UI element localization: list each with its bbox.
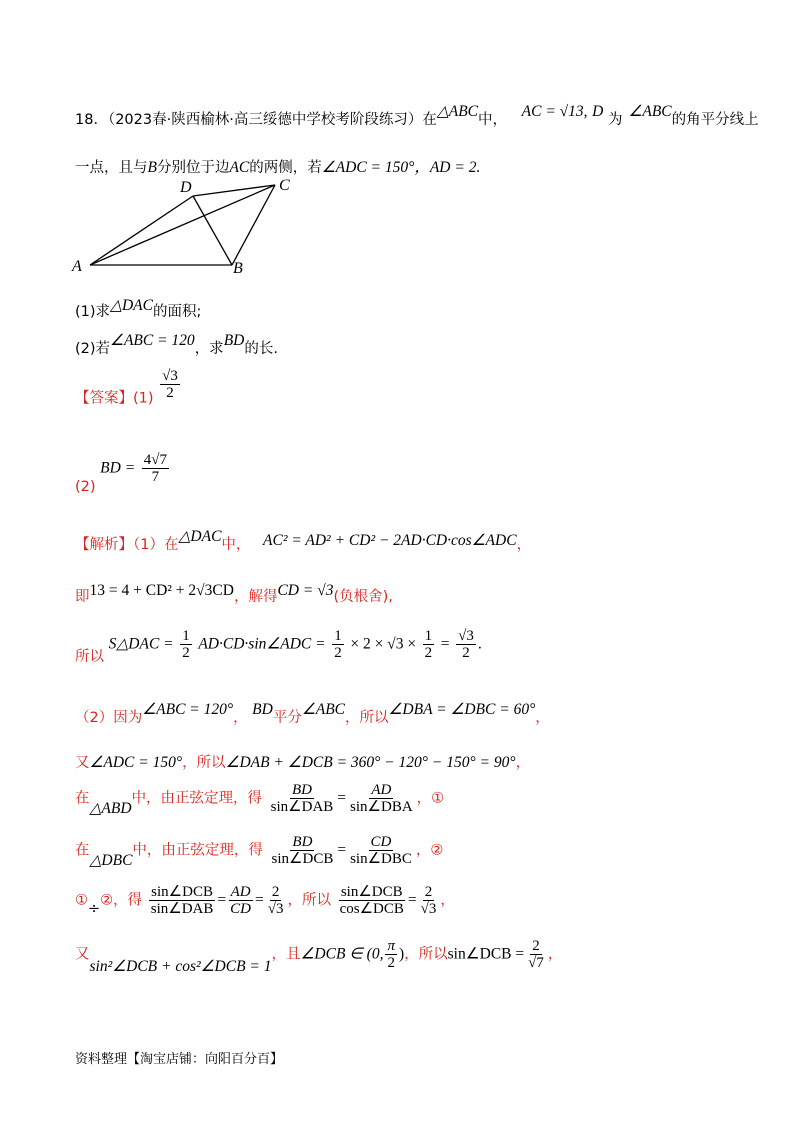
segment-bc xyxy=(232,185,275,265)
quadratic: 13 = 4 + CD² + 2√3CD xyxy=(89,582,234,599)
text: 的面积; xyxy=(152,304,202,320)
text: ， xyxy=(516,537,532,553)
angle-adc-equation: ∠ADC = 150°， xyxy=(321,159,430,176)
angle-sum: ∠DAB + ∠DCB = 360° − 120° − 150° = 90° xyxy=(225,754,516,771)
denominator: sin∠DBC xyxy=(350,851,412,867)
numerator: AD xyxy=(371,782,392,798)
text: 所以 xyxy=(75,648,104,665)
text: 一点，且与 xyxy=(75,160,148,176)
text: (2) xyxy=(75,478,96,495)
problem-line-1 xyxy=(75,103,759,129)
sine-law-1-left xyxy=(269,782,336,815)
numerator: 1 xyxy=(334,628,342,644)
sine-law-2-right xyxy=(348,834,414,867)
denominator: sin∠DAB xyxy=(270,799,334,815)
solution-line-8: ①÷②，得 $\frac{\text{sin∠DCB}}{\text{sin∠DAB}}$ = $\frac{AD}{CD}$ = $\frac{2}{√3}$ ，所以 $\frac{\text{sin∠DCB}}{\text{cos∠DCB}}$ = $\frac{2}{√3}$ ， xyxy=(75,884,455,917)
angle-abc: ∠ABC xyxy=(628,103,672,120)
answer-1-fraction xyxy=(160,368,180,401)
area-expr-2: × 2 × √3 × xyxy=(350,635,417,653)
denominator: cos∠DCB xyxy=(339,901,404,917)
denominator: 2 xyxy=(334,645,342,661)
text: ，所以 xyxy=(287,892,331,909)
denominator: √3 xyxy=(267,901,284,917)
solution-line-5 xyxy=(75,751,530,772)
text: 在 xyxy=(75,790,90,807)
text: 的长. xyxy=(244,341,278,357)
triangle-dac: △DAC xyxy=(110,297,153,314)
text: 分别位于边 xyxy=(156,160,230,176)
answer-tag: 【答案】 xyxy=(75,390,133,407)
text: (1) xyxy=(133,390,154,407)
ratio-3 xyxy=(266,884,286,917)
text: ， xyxy=(233,710,248,726)
text: ， xyxy=(535,710,550,726)
pi-over-2 xyxy=(385,938,397,971)
solution-line-6: 在△ABD中，由正弦定理，得 $\frac{BD}{\text{sin∠DAB}}$ = $\frac{AD}{\text{sin∠DBA}}$ ，① xyxy=(75,782,445,817)
text: ，解得 xyxy=(233,589,278,605)
triangle-abc: △ABC xyxy=(436,103,479,120)
period: . xyxy=(477,635,482,653)
numerator: 2 xyxy=(424,884,433,900)
problem-number: 18． xyxy=(75,112,108,128)
denominator: sin∠DBA xyxy=(350,799,413,815)
numerator: sin∠DCB xyxy=(340,884,403,900)
text: (1)求 xyxy=(75,304,111,320)
ac-equation: AC = √13, xyxy=(521,103,588,120)
segment-ac xyxy=(90,185,275,265)
area-symbol: S△DAC = xyxy=(108,635,174,653)
triangle-dac: △DAC xyxy=(178,528,222,545)
angle-adc-150: ∠ADC = 150° xyxy=(89,754,183,771)
answer-part-2 xyxy=(75,452,171,495)
text: ②，得 xyxy=(100,892,143,909)
denominator: sin∠DCB xyxy=(271,851,334,867)
footer-text: 资料整理【淘宝店铺：向阳百分百】 xyxy=(75,1052,284,1067)
side-ac: AC xyxy=(229,159,250,176)
point-d: D xyxy=(592,103,604,120)
label-a: A xyxy=(72,258,82,275)
ad-equation: AD = 2. xyxy=(429,159,481,176)
area-expr: AD·CD·sin∠ADC = xyxy=(198,635,326,653)
numerator: AD xyxy=(230,884,251,900)
text: 中， xyxy=(221,537,251,553)
solution-line-4 xyxy=(75,701,550,727)
q2-bd: BD xyxy=(223,332,245,349)
cd-result: CD = √3 xyxy=(277,582,334,599)
text: 中，由正弦定理，得 xyxy=(132,842,263,859)
point-b: B xyxy=(147,159,157,176)
numerator: 2 xyxy=(271,884,280,900)
label-c: C xyxy=(279,177,290,194)
text: ① xyxy=(75,892,88,909)
interval-open: ∠DCB ∈ (0, xyxy=(300,945,384,963)
triangle-abd: △ABD xyxy=(89,799,132,817)
text: （1）在 xyxy=(133,537,179,553)
denominator: 2 xyxy=(166,385,174,401)
text: 的两侧，若 xyxy=(249,160,322,176)
segment-ad xyxy=(90,196,193,265)
answer-2-fraction xyxy=(142,452,169,485)
ratio-1 xyxy=(149,884,216,917)
denominator: √7 xyxy=(528,955,544,971)
tan-ratio xyxy=(338,884,406,917)
text: ，所以 xyxy=(404,946,448,963)
interval-close: ) xyxy=(398,945,405,963)
sine-law-2-left xyxy=(270,834,336,867)
text: ，② xyxy=(415,842,444,859)
text: 又 xyxy=(75,946,90,963)
numerator: BD xyxy=(291,782,312,798)
angle-abc: ∠ABC xyxy=(301,701,346,718)
numerator: 1 xyxy=(182,628,190,644)
denominator: 2 xyxy=(182,645,190,661)
text: 在 xyxy=(75,842,90,859)
text: 又 xyxy=(75,755,90,771)
text: 中，由正弦定理，得 xyxy=(131,790,263,807)
solution-tag: 【解析】 xyxy=(75,537,133,553)
q2-angle: ∠ABC = 120 xyxy=(110,332,195,349)
text: 即 xyxy=(75,589,90,605)
solution-line-1 xyxy=(75,528,532,554)
text: ，所以 xyxy=(182,755,226,771)
solution-line-9 xyxy=(75,938,563,975)
question-1 xyxy=(75,297,202,321)
angle-dba-dbc: ∠DBA = ∠DBC = 60° xyxy=(388,701,536,718)
result-fraction xyxy=(456,628,476,661)
numerator: 2 xyxy=(532,938,540,954)
bd-label: BD = xyxy=(100,459,136,477)
pythagorean-identity: sin²∠DCB + cos²∠DCB = 1 xyxy=(89,957,272,975)
numerator: BD xyxy=(292,834,313,850)
numerator: 4√7 xyxy=(143,452,167,468)
half-fraction-2 xyxy=(332,628,344,661)
numerator: √3 xyxy=(458,628,474,644)
answer-part-1 xyxy=(75,368,182,415)
text: ， xyxy=(547,946,563,963)
solution-line-2 xyxy=(75,582,393,606)
text: (2)若 xyxy=(75,341,111,357)
text: ，且 xyxy=(271,946,301,963)
text: ，所以 xyxy=(345,710,389,726)
denominator: 2 xyxy=(462,645,470,661)
half-fraction xyxy=(180,628,192,661)
divide-sign: ÷ xyxy=(88,900,101,917)
text: 在 xyxy=(422,112,437,128)
text: ， xyxy=(440,892,455,909)
text: 中， xyxy=(478,112,508,128)
numerator: π xyxy=(387,938,395,954)
sin-dcb: sin∠DCB = xyxy=(447,945,525,963)
text: 为 xyxy=(607,112,623,128)
question-2 xyxy=(75,332,278,358)
denominator: CD xyxy=(230,901,251,917)
denominator: 2 xyxy=(387,955,395,971)
solution-line-3 xyxy=(75,628,482,665)
triangle-dbc: △DBC xyxy=(89,851,133,869)
denominator: 7 xyxy=(151,469,160,485)
numerator: sin∠DCB xyxy=(151,884,213,900)
numerator: CD xyxy=(370,834,392,850)
numerator: √3 xyxy=(162,368,178,384)
text: 的角平分线上 xyxy=(671,112,759,128)
text: (负根舍), xyxy=(333,589,393,605)
text: ， xyxy=(515,755,531,771)
sin-value xyxy=(526,938,546,971)
tan-value xyxy=(419,884,439,917)
sine-law-1-right xyxy=(348,782,415,815)
angle-abc-120: ∠ABC = 120° xyxy=(142,701,234,718)
equals: = xyxy=(440,635,450,653)
text: 平分 xyxy=(272,710,302,726)
solution-line-7: 在△DBC中，由正弦定理，得 $\frac{BD}{\text{sin∠DCB}}$ = $\frac{CD}{\text{sin∠DBC}}$ ，② xyxy=(75,834,444,869)
label-d: D xyxy=(180,179,192,196)
denominator: 2 xyxy=(424,645,433,661)
triangle-figure xyxy=(60,170,310,280)
text: ，求 xyxy=(194,341,224,357)
denominator: sin∠DAB xyxy=(150,901,214,917)
text: ，① xyxy=(416,790,445,807)
text: （2）因为 xyxy=(75,710,143,726)
problem-source: （2023春·陕西榆林·高三绥德中学校考阶段练习） xyxy=(107,112,423,128)
bd: BD xyxy=(252,701,273,718)
ratio-2 xyxy=(228,884,253,917)
cosine-law: AC² = AD² + CD² − 2AD·CD·cos∠ADC xyxy=(263,532,517,549)
label-b: B xyxy=(233,260,243,277)
numerator: 1 xyxy=(424,628,433,644)
denominator: √3 xyxy=(420,901,437,917)
half-fraction-3 xyxy=(423,628,435,661)
